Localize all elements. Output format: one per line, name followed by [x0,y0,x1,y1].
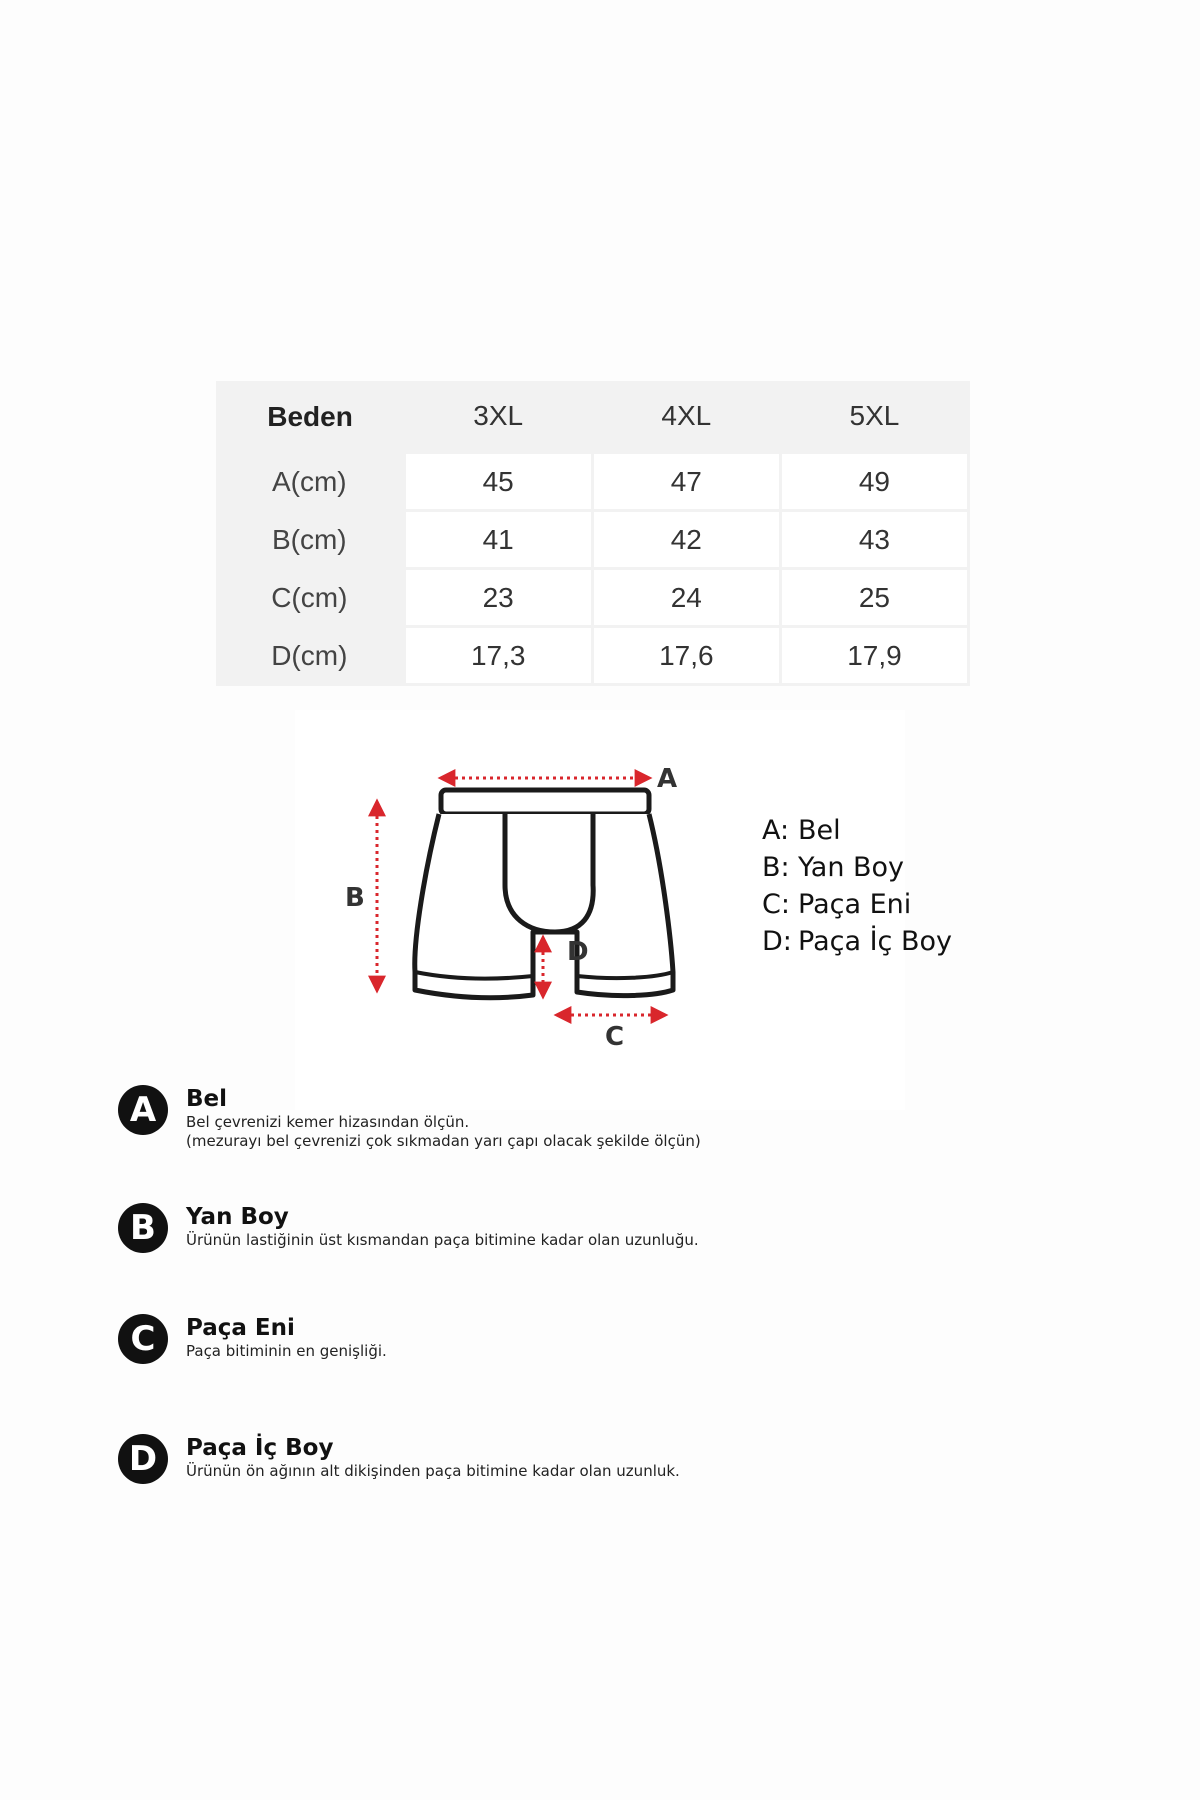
table-cell: 42 [592,511,780,569]
table-row [216,453,969,511]
table-cell: 47 [592,453,780,511]
legend-key: A: [762,815,790,846]
table-cell: 43 [780,511,968,569]
legend-item [762,849,952,886]
size-table [216,381,970,686]
table-cell: 49 [780,453,968,511]
description-bel [118,1085,701,1151]
table-row [216,627,969,685]
size-header-4xl: 4XL [661,400,712,431]
marker-a-label: A [657,764,678,794]
legend-text: Paça İç Boy [798,926,952,957]
legend-key: C: [762,889,790,920]
row-label: B(cm) [271,523,347,555]
table-cell: 17,6 [592,627,780,685]
waistband-outline [441,790,649,814]
description-title: Bel [186,1086,228,1112]
marker-d-label: D [567,937,589,967]
legend-text: Bel [798,815,841,846]
legend-key: D: [762,926,792,957]
legend-key: B: [762,852,790,883]
table-cell: 25 [780,569,968,627]
table-row [216,569,969,627]
description-text: Ürünün lastiğinin üst kısmandan paça bitimine kadar olan uzunluğu. [186,1231,699,1249]
letter-badge-b: B [118,1203,168,1253]
table-row [216,511,969,569]
table-cell: 17,9 [780,627,968,685]
legend-item [762,886,952,923]
table-cell: 41 [404,511,592,569]
row-label: A(cm) [271,465,347,497]
description-text: Ürünün ön ağının alt dikişinden paça bitimine kadar olan uzunluk. [186,1462,680,1480]
legend-item [762,812,952,849]
legend-item [762,923,952,960]
letter-badge-a: A [118,1085,168,1135]
marker-b-label: B [345,883,365,913]
description-paca-ic-boy [118,1434,680,1484]
description-text: Bel çevrenizi kemer hizasından ölçün. [186,1113,470,1131]
table-cell: 23 [404,569,592,627]
description-title: Paça Eni [186,1315,295,1341]
description-text: Paça bitiminin en genişliği. [186,1342,387,1360]
letter-badge-d: D [118,1434,168,1484]
size-header-label: Beden [267,400,353,432]
description-title: Yan Boy [186,1204,289,1230]
table-cell: 17,3 [404,627,592,685]
size-header-5xl: 5XL [849,400,900,431]
description-title: Paça İç Boy [186,1435,334,1461]
boxer-body-outline [415,814,673,998]
legend-text: Yan Boy [798,852,905,883]
size-table-header-row [216,381,969,453]
description-text: (mezurayı bel çevrenizi çok sıkmadan yarı çapı olacak şekilde ölçün) [186,1132,701,1150]
measurement-legend [762,812,952,960]
letter-badge-c: C [118,1314,168,1364]
marker-c-label: C [605,1022,625,1052]
legend-text: Paça Eni [798,889,912,920]
row-label: C(cm) [271,581,348,613]
row-label: D(cm) [271,639,348,671]
description-paca-eni [118,1314,387,1364]
description-yan-boy [118,1203,699,1253]
table-cell: 45 [404,453,592,511]
table-cell: 24 [592,569,780,627]
size-header-3xl: 3XL [473,400,524,431]
